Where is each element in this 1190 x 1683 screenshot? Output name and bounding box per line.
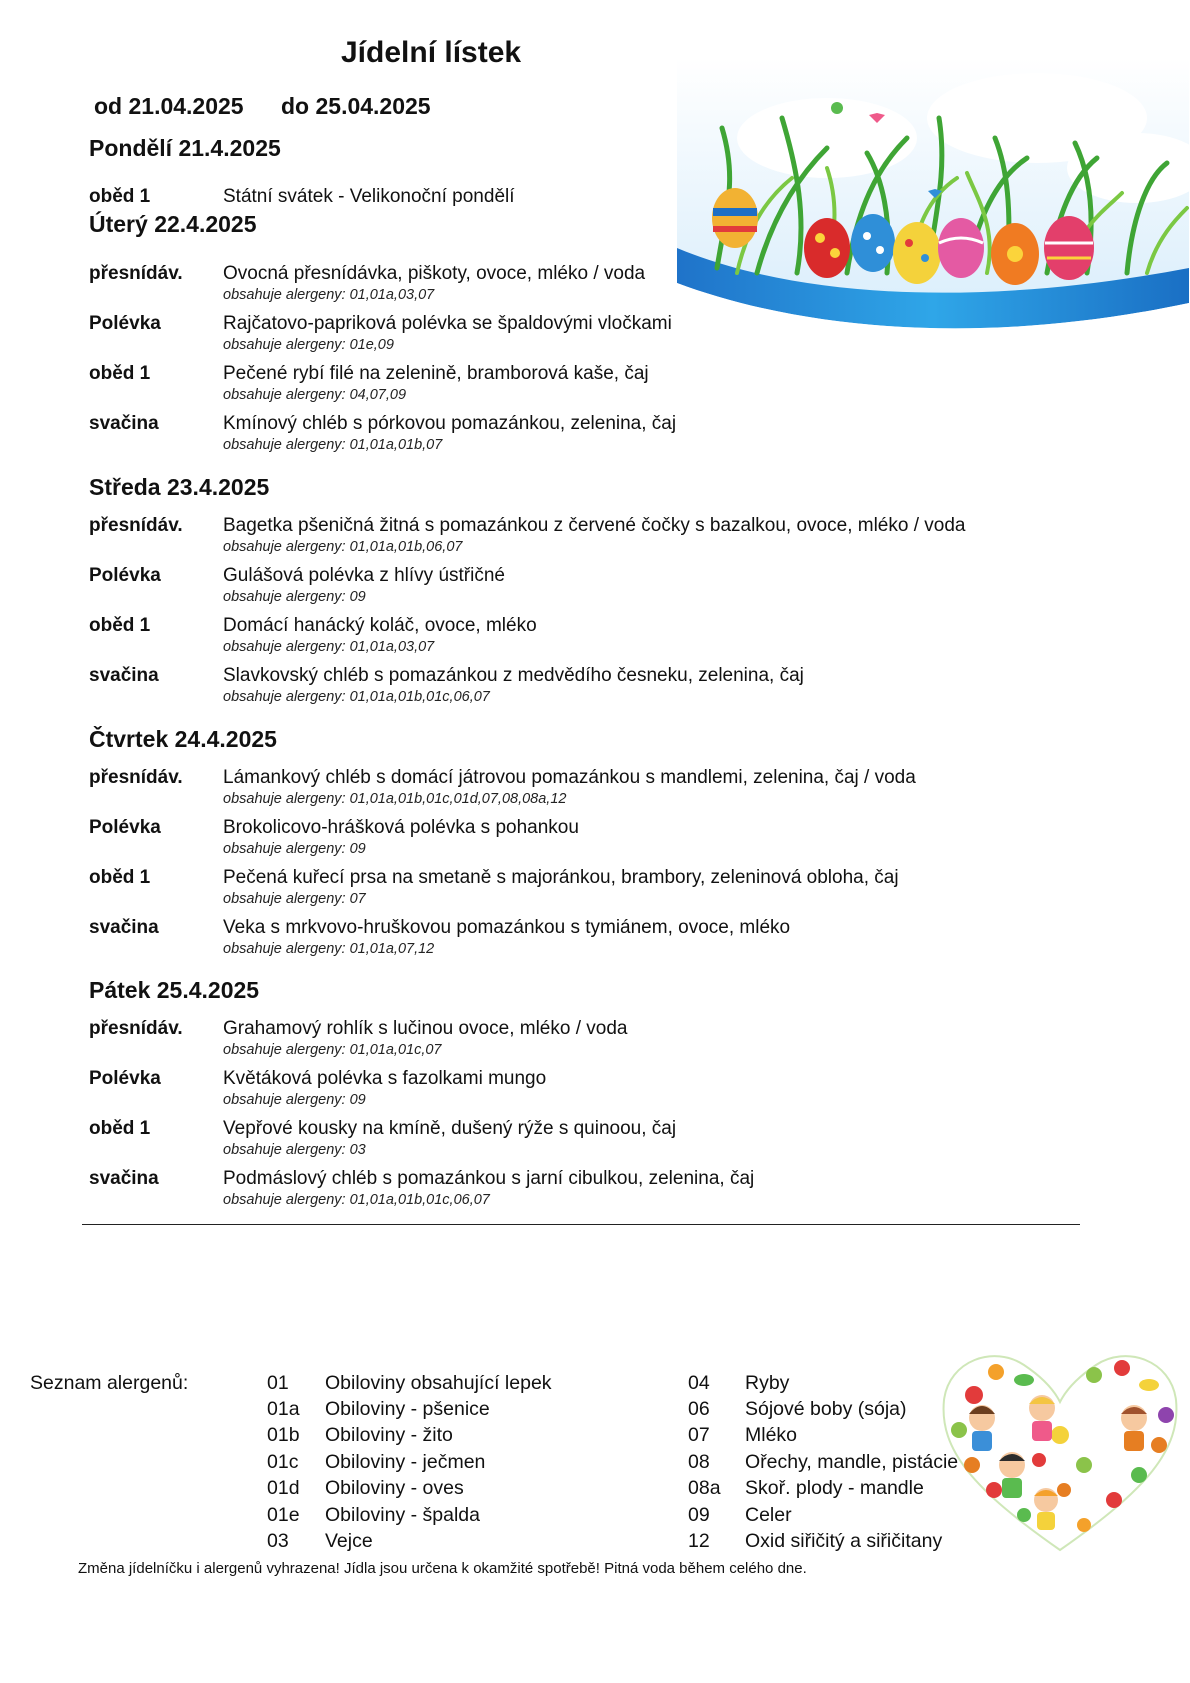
day-heading-thursday: Čtvrtek 24.4.2025 (89, 726, 277, 752)
meal-label: svačina (89, 413, 159, 434)
meal-text: Vepřové kousky na kmíně, dušený rýže s quinoou, čaj (223, 1118, 677, 1139)
allergen-name: Obiloviny - ječmen (325, 1451, 486, 1473)
meal-label: přesnídáv. (89, 767, 183, 788)
meal-text: Bagetka pšeničná žitná s pomazánkou z červené čočky s bazalkou, ovoce, mléko / voda (223, 515, 966, 536)
day-heading-monday: Pondělí 21.4.2025 (89, 135, 281, 161)
meal-allergens: obsahuje alergeny: 07 (223, 891, 366, 907)
meal-text: Kmínový chléb s pórkovou pomazánkou, zelenina, čaj (223, 413, 677, 434)
meal-label: svačina (89, 1168, 159, 1189)
allergen-code: 01 (267, 1372, 289, 1394)
meal-label: Polévka (89, 565, 161, 586)
meal-label: Polévka (89, 1068, 161, 1089)
meal-text: Rajčatovo-papriková polévka se špaldovými vločkami (223, 313, 672, 334)
allergen-name: Vejce (325, 1530, 373, 1552)
meal-label: svačina (89, 665, 159, 686)
meal-text: Lámankový chléb s domácí játrovou pomazánkou s mandlemi, zelenina, čaj / voda (223, 767, 916, 788)
meal-label: oběd 1 (89, 186, 151, 207)
allergen-name: Celer (745, 1504, 792, 1526)
meal-text: Pečená kuřecí prsa na smetaně s majoránkou, brambory, zeleninová obloha, čaj (223, 867, 899, 888)
meal-allergens: obsahuje alergeny: 03 (223, 1142, 366, 1158)
allergen-code: 08a (688, 1477, 721, 1499)
allergen-code: 06 (688, 1398, 710, 1420)
meal-text: Ovocná přesnídávka, piškoty, ovoce, mléko / voda (223, 263, 646, 284)
allergen-code: 12 (688, 1530, 710, 1552)
meal-allergens: obsahuje alergeny: 01,01a,01b,06,07 (223, 539, 463, 555)
meal-text: Veka s mrkvovo-hruškovou pomazánkou s tymiánem, ovoce, mléko (223, 917, 791, 938)
divider (82, 1224, 1080, 1225)
allergen-code: 07 (688, 1424, 710, 1446)
allergen-name: Ryby (745, 1372, 790, 1394)
meal-label: oběd 1 (89, 867, 151, 888)
day-heading-friday: Pátek 25.4.2025 (89, 977, 260, 1003)
meal-allergens: obsahuje alergeny: 01,01a,01c,07 (223, 1042, 442, 1058)
allergen-name: Ořechy, mandle, pistácie (745, 1451, 959, 1473)
meal-allergens: obsahuje alergeny: 01,01a,03,07 (223, 287, 435, 303)
meal-allergens: obsahuje alergeny: 01,01a,01b,01c,01d,07,08,08a,12 (223, 791, 567, 807)
meal-allergens: obsahuje alergeny: 01,01a,01b,01c,06,07 (223, 689, 490, 705)
date-range-to: do 25.04.2025 (281, 93, 431, 119)
meal-text: Státní svátek - Velikonoční pondělí (223, 186, 515, 207)
meal-label: svačina (89, 917, 159, 938)
allergen-code: 01e (267, 1504, 300, 1526)
allergen-code: 08 (688, 1451, 710, 1473)
meal-allergens: obsahuje alergeny: 09 (223, 1092, 366, 1108)
easter-eggs-illustration (677, 58, 1189, 340)
day-heading-wednesday: Středa 23.4.2025 (89, 474, 270, 500)
meal-text: Domácí hanácký koláč, ovoce, mléko (223, 615, 537, 636)
allergen-name: Obiloviny obsahující lepek (325, 1372, 552, 1394)
meal-label: Polévka (89, 313, 161, 334)
allergen-name: Sójové boby (sója) (745, 1398, 907, 1420)
meal-allergens: obsahuje alergeny: 09 (223, 589, 366, 605)
meal-text: Gulášová polévka z hlívy ústřičné (223, 565, 505, 586)
allergen-name: Obiloviny - oves (325, 1477, 464, 1499)
allergen-name: Obiloviny - žito (325, 1424, 453, 1446)
meal-text: Slavkovský chléb s pomazánkou z medvědího česneku, zelenina, čaj (223, 665, 804, 686)
day-heading-tuesday: Úterý 22.4.2025 (89, 211, 257, 237)
allergen-code: 01a (267, 1398, 300, 1420)
allergen-code: 09 (688, 1504, 710, 1526)
meal-allergens: obsahuje alergeny: 04,07,09 (223, 387, 407, 403)
meal-allergens: obsahuje alergeny: 01,01a,03,07 (223, 639, 435, 655)
meal-text: Brokolicovo-hrášková polévka s pohankou (223, 817, 579, 838)
meal-allergens: obsahuje alergeny: 01,01a,01b,01c,06,07 (223, 1192, 490, 1208)
allergen-name: Mléko (745, 1424, 798, 1446)
meal-label: Polévka (89, 817, 161, 838)
date-range-from: od 21.04.2025 (94, 93, 244, 119)
allergen-code: 04 (688, 1372, 710, 1394)
allergen-name: Obiloviny - pšenice (325, 1398, 490, 1420)
meal-text: Grahamový rohlík s lučinou ovoce, mléko / voda (223, 1018, 628, 1039)
allergen-name: Skoř. plody - mandle (745, 1477, 924, 1499)
allergen-code: 01b (267, 1424, 300, 1446)
footer-note: Změna jídelníčku i alergenů vyhrazena! Jídla jsou určena k okamžité spotřebě! Pitná voda během celého dne. (78, 1560, 807, 1577)
allergen-code: 01c (267, 1451, 299, 1473)
meal-allergens: obsahuje alergeny: 01,01a,07,12 (223, 941, 435, 957)
meal-label: oběd 1 (89, 1118, 151, 1139)
kids-vegetables-heart-illustration (934, 1340, 1186, 1560)
meal-text: Pečené rybí filé na zelenině, bramborová kaše, čaj (223, 363, 649, 384)
meal-allergens: obsahuje alergeny: 09 (223, 841, 366, 857)
meal-text: Podmáslový chléb s pomazánkou s jarní cibulkou, zelenina, čaj (223, 1168, 755, 1189)
allergen-code: 01d (267, 1477, 300, 1499)
meal-label: přesnídáv. (89, 515, 183, 536)
allergen-code: 03 (267, 1530, 289, 1552)
meal-label: přesnídáv. (89, 263, 183, 284)
meal-label: oběd 1 (89, 615, 151, 636)
allergen-name: Oxid siřičitý a siřičitany (745, 1530, 943, 1552)
meal-label: oběd 1 (89, 363, 151, 384)
meal-label: přesnídáv. (89, 1018, 183, 1039)
meal-allergens: obsahuje alergeny: 01e,09 (223, 337, 394, 353)
allergen-legend-title: Seznam alergenů: (30, 1372, 189, 1394)
meal-text: Květáková polévka s fazolkami mungo (223, 1068, 547, 1089)
allergen-name: Obiloviny - špalda (325, 1504, 480, 1526)
meal-allergens: obsahuje alergeny: 01,01a,01b,07 (223, 437, 443, 453)
page-title: Jídelní lístek (341, 36, 522, 69)
